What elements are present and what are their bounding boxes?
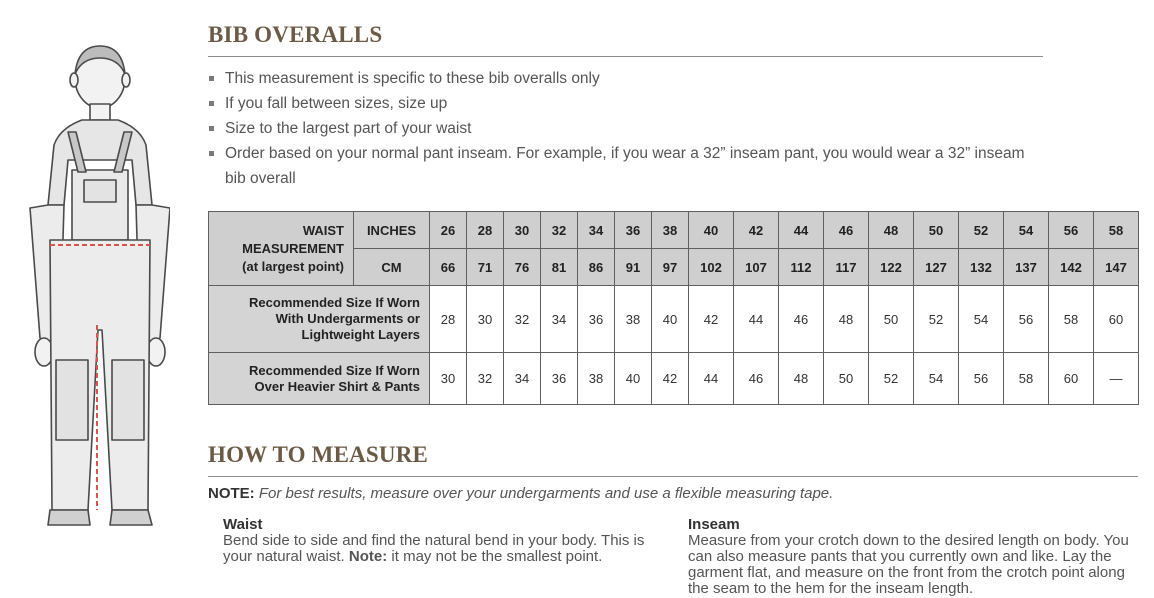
table-cell: 48 [779,353,824,405]
table-cell: 28 [467,212,504,249]
table-cell: 112 [779,249,824,286]
table-cell: 38 [615,286,652,353]
fit-tips-list [208,66,1028,191]
table-cell: 52 [914,286,959,353]
table-cell: 36 [541,353,578,405]
list-item: If you fall between sizes, size up [208,91,1028,116]
list-item: This measurement is specific to these bib overalls only [208,66,1028,91]
undergarments-size-label: Recommended Size If Worn With Undergarments or Lightweight Layers [209,286,430,353]
table-cell: 40 [652,286,689,353]
table-cell: 97 [652,249,689,286]
table-cell: 91 [615,249,652,286]
table-cell: 71 [467,249,504,286]
table-cell: 147 [1094,249,1139,286]
inseam-instructions [688,517,1138,597]
table-cell: 54 [914,353,959,405]
table-cell: 36 [578,286,615,353]
table-cell: 34 [541,286,578,353]
inches-label: INCHES [354,212,430,249]
inseam-title: Inseam [688,516,740,533]
table-cell: 32 [541,212,578,249]
table-cell: 102 [689,249,734,286]
table-cell: 32 [504,286,541,353]
table-cell: 76 [504,249,541,286]
table-cell: 34 [578,212,615,249]
measure-note [208,485,833,502]
table-cell: 28 [430,286,467,353]
table-cell: 60 [1049,353,1094,405]
waist-note-text: it may not be the smallest point. [391,548,603,565]
table-cell: 44 [689,353,734,405]
size-chart-table [208,211,1139,405]
table-cell: 32 [467,353,504,405]
table-cell: 58 [1004,353,1049,405]
table-cell: 42 [734,212,779,249]
waist-text: Bend side to side and find the natural bend in your body. This is your natural waist. [223,532,645,565]
waist-title: Waist [223,516,263,533]
table-cell: 30 [467,286,504,353]
waist-note-label: Note: [348,548,388,565]
table-cell: 30 [504,212,541,249]
table-cell: 107 [734,249,779,286]
table-cell: — [1094,353,1139,405]
table-cell: 132 [959,249,1004,286]
table-cell: 122 [869,249,914,286]
table-cell: 54 [1004,212,1049,249]
table-cell: 54 [959,286,1004,353]
table-cell: 44 [734,286,779,353]
waist-instructions [223,517,668,565]
waist-measurement-label: WAIST MEASUREMENT (at largest point) [209,212,354,286]
overalls-figure-illustration [20,40,170,540]
table-cell: 52 [959,212,1004,249]
table-cell: 52 [869,353,914,405]
table-cell: 50 [869,286,914,353]
list-item: Size to the largest part of your waist [208,116,1028,141]
table-cell: 117 [824,249,869,286]
table-cell: 81 [541,249,578,286]
table-cell: 142 [1049,249,1094,286]
table-cell: 46 [734,353,779,405]
table-cell: 56 [1049,212,1094,249]
table-cell: 50 [824,353,869,405]
table-cell: 66 [430,249,467,286]
table-cell: 38 [652,212,689,249]
table-cell: 40 [689,212,734,249]
table-cell: 127 [914,249,959,286]
note-label: NOTE: [208,485,255,502]
table-cell: 48 [824,286,869,353]
table-cell: 60 [1094,286,1139,353]
table-cell: 26 [430,212,467,249]
inseam-text: Measure from your crotch down to the desired length on body. You can also measure pants that you currently own and like. Lay the garment flat, and measure on the front from the crotch point along the seam to the hem for the inseam length. [688,532,1129,597]
note-text: For best results, measure over your undergarments and use a flexible measuring tape. [258,485,834,502]
cm-label: CM [354,249,430,286]
table-row [209,286,1139,353]
table-cell: 86 [578,249,615,286]
table-cell: 44 [779,212,824,249]
table-cell: 56 [959,353,1004,405]
table-cell: 46 [779,286,824,353]
table-cell: 30 [430,353,467,405]
heading-divider [208,56,1043,57]
table-cell: 48 [869,212,914,249]
table-cell: 34 [504,353,541,405]
table-cell: 36 [615,212,652,249]
table-cell: 58 [1094,212,1139,249]
list-item: Order based on your normal pant inseam. For example, if you wear a 32” inseam pant, you would wear a 32” inseam bib overall [208,141,1028,191]
table-cell: 137 [1004,249,1049,286]
table-cell: 38 [578,353,615,405]
table-cell: 42 [689,286,734,353]
table-cell: 40 [615,353,652,405]
how-to-measure-heading: HOW TO MEASURE [208,442,429,467]
heavier-layers-size-label: Recommended Size If Worn Over Heavier Shirt & Pants [209,353,430,405]
table-cell: 58 [1049,286,1094,353]
bib-overalls-heading: BIB OVERALLS [208,22,383,47]
table-cell: 42 [652,353,689,405]
table-cell: 46 [824,212,869,249]
heading-divider [208,476,1138,477]
table-cell: 50 [914,212,959,249]
table-row [209,212,1139,249]
table-cell: 56 [1004,286,1049,353]
table-row [209,353,1139,405]
